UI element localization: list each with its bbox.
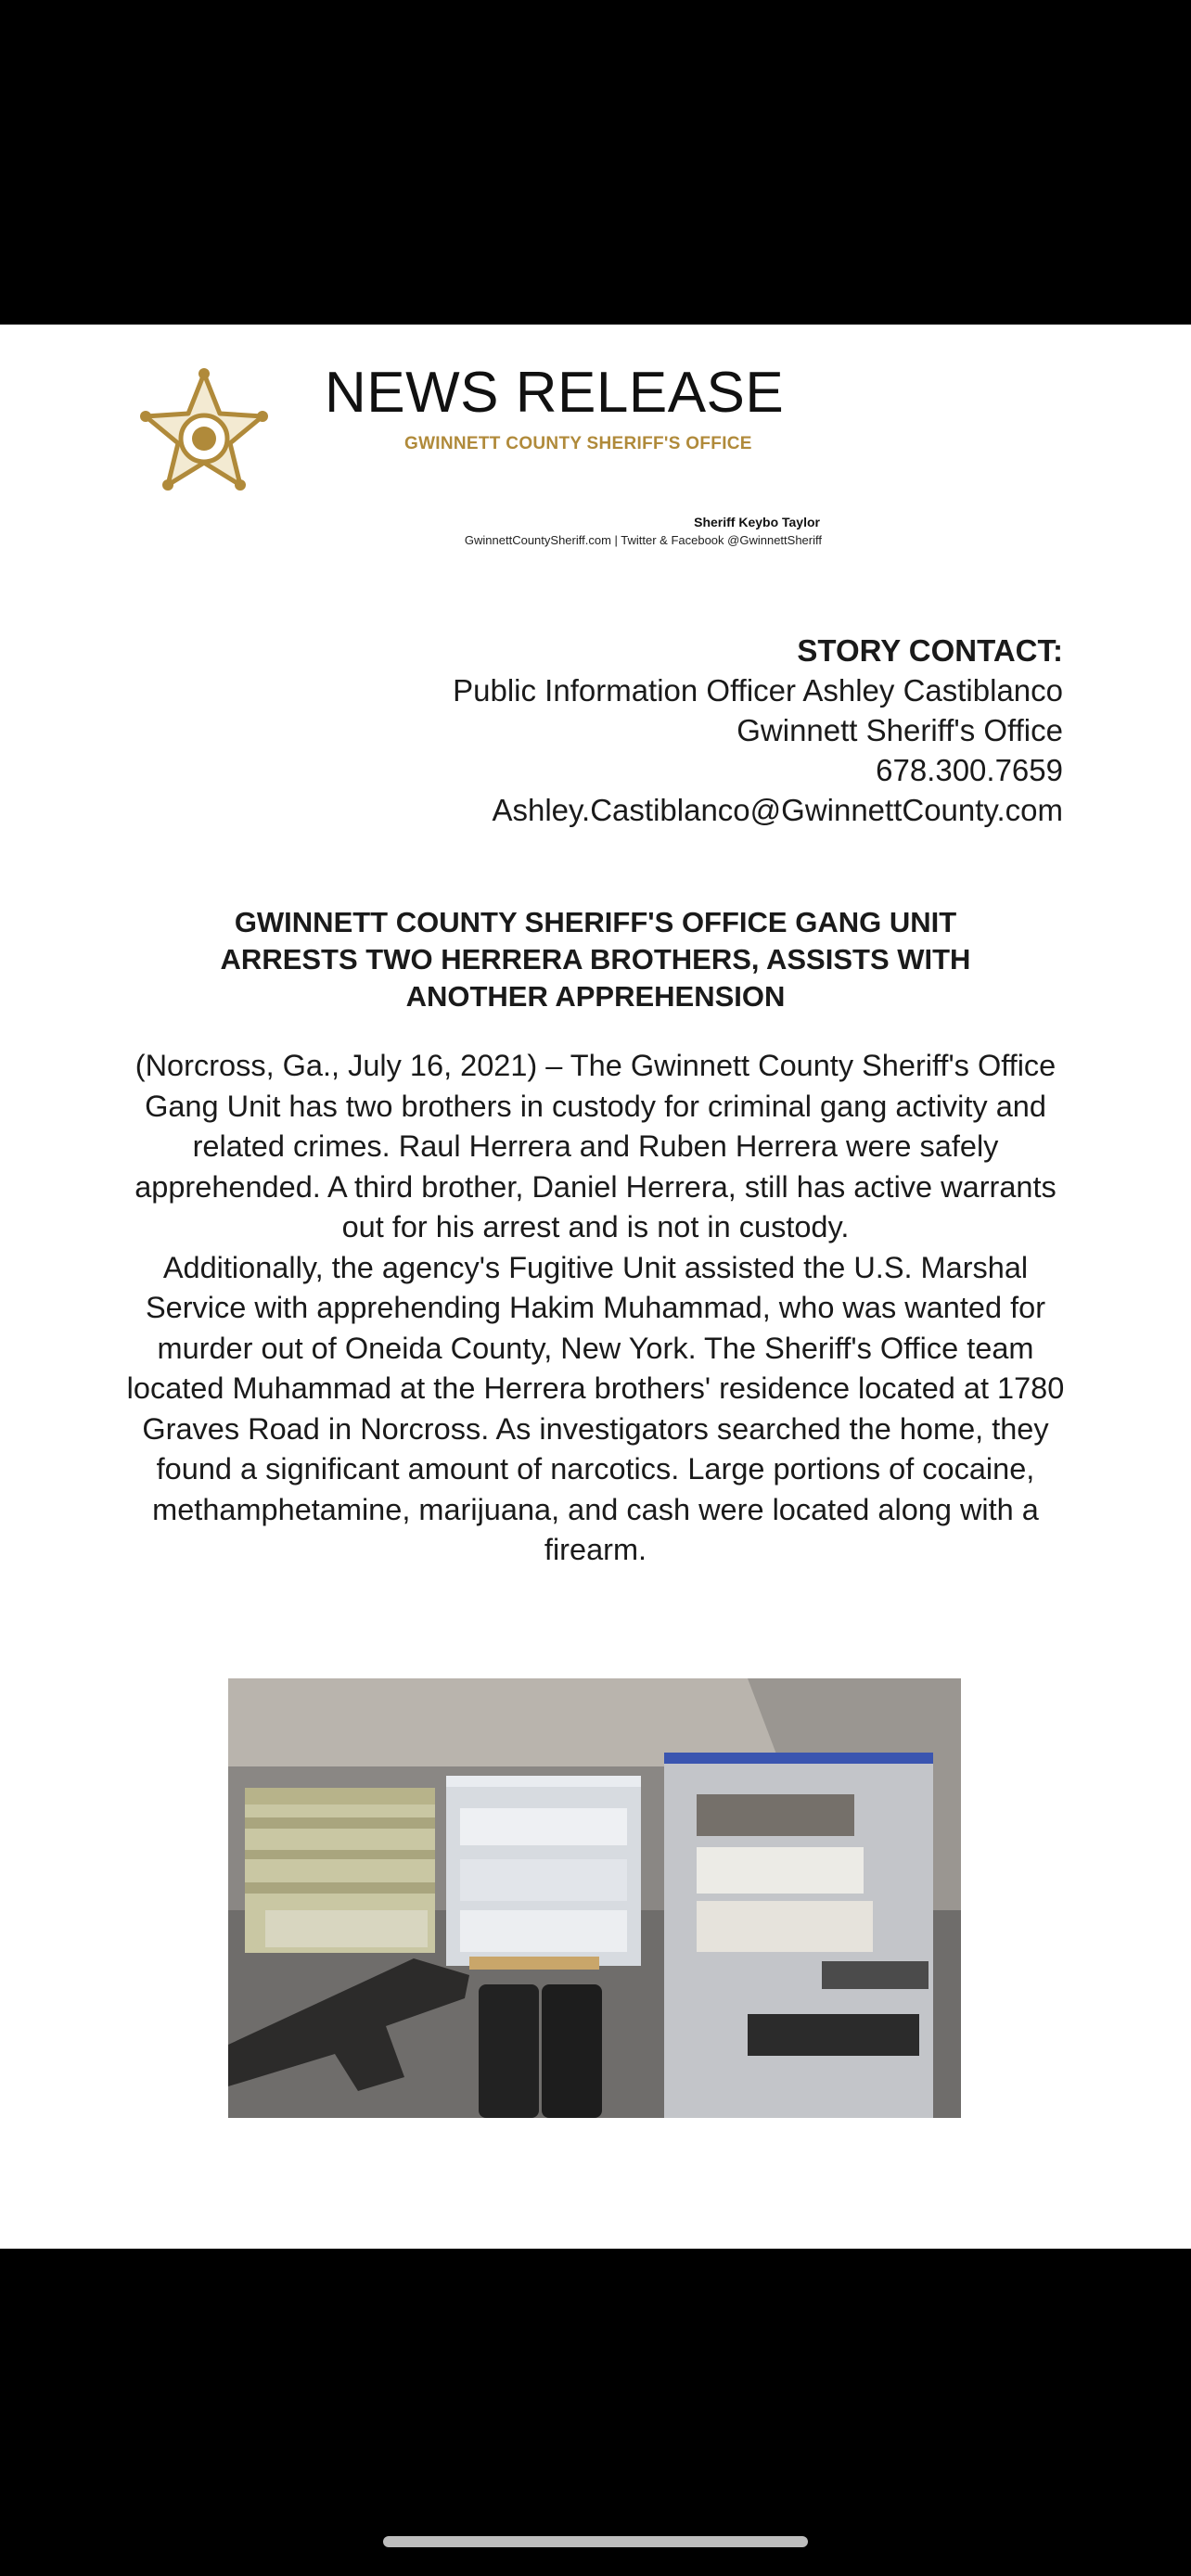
contact-phone: 678.300.7659 (876, 753, 1063, 787)
story-contact-label: STORY CONTACT: (797, 633, 1063, 668)
evidence-photo (228, 1678, 961, 2118)
contact-email: Ashley.Castiblanco@GwinnettCounty.com (492, 793, 1063, 827)
contact-officer: Public Information Officer Ashley Castiblanco (453, 673, 1063, 708)
sheriff-name: Sheriff Keybo Taylor (694, 515, 820, 529)
article-title (111, 904, 1080, 1015)
article-paragraph: (Norcross, Ga., July 16, 2021) – The Gwinnett County Sheriff's Office Gang Unit has two brothers in custody for criminal gang activity and related crimes. Raul Herrera and Ruben Herrera were safely apprehended. A third brother, Daniel Herrera, still has active warrants out for his arrest and is not in custody. (134, 1049, 1057, 1243)
article-body (111, 1046, 1080, 1571)
story-contact (453, 631, 1063, 830)
sheriff-star-badge-icon (130, 366, 278, 515)
page-title: NEWS RELEASE (325, 361, 785, 425)
office-name: GWINNETT COUNTY SHERIFF'S OFFICE (404, 434, 752, 453)
news-release-page (0, 325, 1191, 2249)
contact-agency: Gwinnett Sheriff's Office (736, 713, 1063, 747)
contact-links: GwinnettCountySheriff.com | Twitter & Facebook @GwinnettSheriff (464, 533, 822, 547)
article-title-line: ARRESTS TWO HERRERA BROTHERS, ASSISTS WITH (220, 943, 971, 976)
article-title-line: GWINNETT COUNTY SHERIFF'S OFFICE GANG UNIT (234, 906, 957, 938)
article-title-line: ANOTHER APPREHENSION (405, 980, 786, 1013)
article-paragraph: Additionally, the agency's Fugitive Unit assisted the U.S. Marshal Service with apprehending Hakim Muhammad, who was wanted for murder out of Oneida County, New York. The Sheriff's Office team located Muhammad at the Herrera brothers' residence located at 1780 Graves Road in Norcross. As investigators searched the home, they found a significant amount of narcotics. Large portions of cocaine, methamphetamine, marijuana, and cash were located along with a firearm. (126, 1250, 1065, 1566)
home-indicator[interactable] (383, 2536, 808, 2547)
